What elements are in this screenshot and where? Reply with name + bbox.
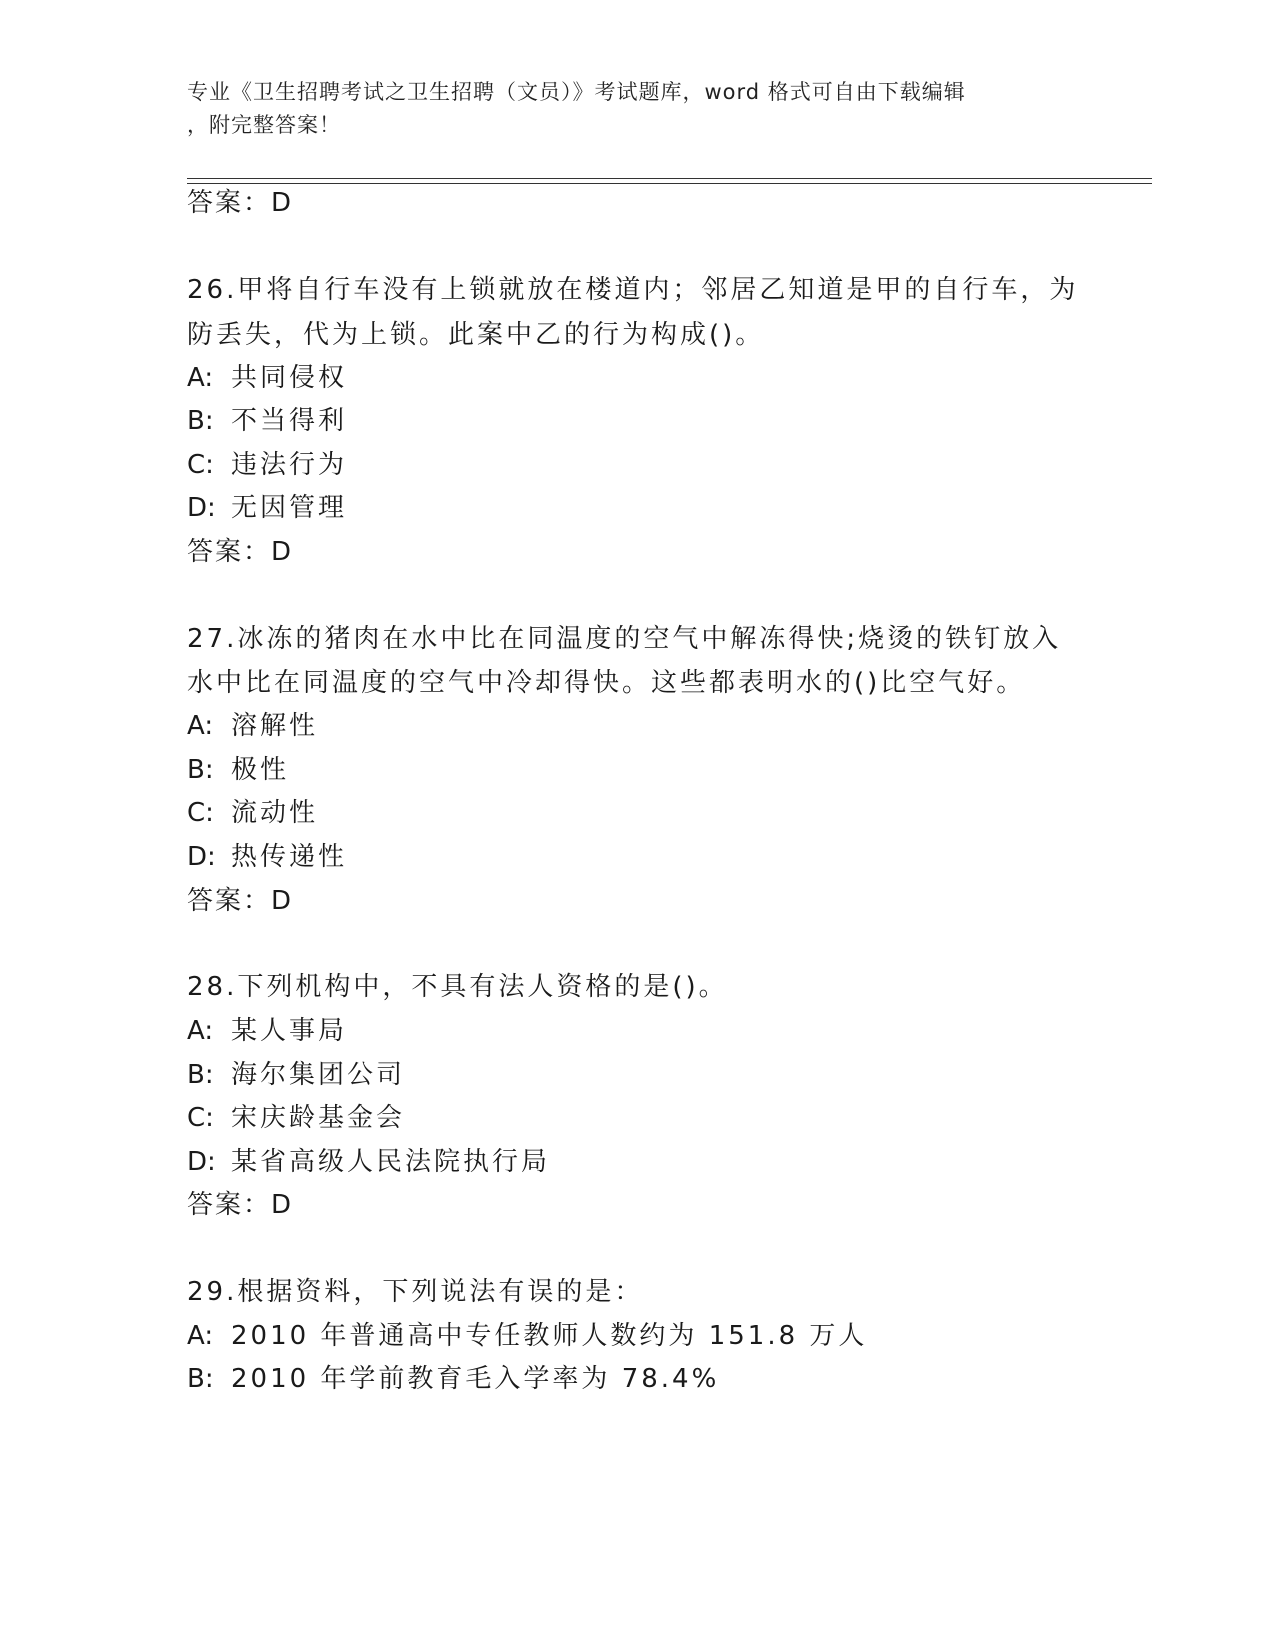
question-27-answer: 答案：D: [187, 886, 294, 916]
question-28-option-b: [187, 1060, 405, 1090]
question-29-stem-line-1: 29.根据资料，下列说法有误的是：: [187, 1277, 644, 1307]
question-27-stem-line-1: 27.冰冻的猪肉在水中比在同温度的空气中解冻得快;烧烫的铁钉放入: [187, 624, 1062, 654]
header-line-2: ，附完整答案！: [187, 113, 341, 137]
option-text: 溶解性: [231, 711, 319, 741]
question-26-stem-line-1: 26.甲将自行车没有上锁就放在楼道内；邻居乙知道是甲的自行车，为: [187, 275, 1079, 305]
option-text: 热传递性: [231, 842, 348, 872]
option-label: C:: [187, 1103, 214, 1133]
option-label: D:: [187, 493, 216, 523]
option-label: B:: [187, 406, 214, 436]
option-label: D:: [187, 1147, 216, 1177]
answer-line: 答案：D: [187, 188, 294, 218]
option-text: 违法行为: [231, 450, 348, 480]
option-label: A:: [187, 1321, 214, 1351]
question-26-option-c: [187, 450, 347, 480]
option-text: 2010 年普通高中专任教师人数约为 151.8 万人: [231, 1321, 868, 1351]
question-26-stem-line-2: 防丢失，代为上锁。此案中乙的行为构成()。: [187, 320, 765, 350]
document-header: [187, 76, 1087, 142]
question-27-option-c: [187, 798, 318, 828]
question-28-option-a: [187, 1016, 347, 1046]
question-29-option-b: [187, 1364, 719, 1394]
option-label: B:: [187, 1060, 214, 1090]
option-label: D:: [187, 842, 216, 872]
option-label: B:: [187, 755, 214, 785]
option-label: C:: [187, 450, 214, 480]
option-text: 极性: [231, 755, 290, 785]
option-label: C:: [187, 798, 214, 828]
option-text: 宋庆龄基金会: [231, 1103, 406, 1133]
option-text: 共同侵权: [231, 363, 348, 393]
question-26-option-d: [187, 493, 347, 523]
question-27-option-d: [187, 842, 347, 872]
question-26-answer: 答案：D: [187, 537, 294, 567]
question-27-stem-line-2: 水中比在同温度的空气中冷却得快。这些都表明水的()比空气好。: [187, 668, 1026, 698]
option-text: 海尔集团公司: [231, 1060, 406, 1090]
question-28-option-d: [187, 1147, 550, 1177]
header-rule-top: [187, 178, 1152, 179]
option-text: 某省高级人民法院执行局: [231, 1147, 551, 1177]
option-label: A:: [187, 1016, 214, 1046]
question-27-option-a: [187, 711, 318, 741]
header-rule-bottom: [187, 183, 1152, 184]
question-29-option-a: [187, 1321, 867, 1351]
question-26-option-a: [187, 363, 347, 393]
option-text: 无因管理: [231, 493, 348, 523]
header-line-1: 专业《卫生招聘考试之卫生招聘（文员）》考试题库，word 格式可自由下载编辑: [187, 80, 966, 104]
question-26-option-b: [187, 406, 347, 436]
option-label: A:: [187, 363, 214, 393]
option-text: 2010 年学前教育毛入学率为 78.4%: [231, 1364, 720, 1394]
option-label: A:: [187, 711, 214, 741]
question-28-stem-line-1: 28.下列机构中，不具有法人资格的是()。: [187, 972, 728, 1002]
option-text: 流动性: [231, 798, 319, 828]
question-28-option-c: [187, 1103, 405, 1133]
option-text: 某人事局: [231, 1016, 348, 1046]
option-label: B:: [187, 1364, 214, 1394]
option-text: 不当得利: [231, 406, 348, 436]
question-28-answer: 答案：D: [187, 1190, 294, 1220]
question-27-option-b: [187, 755, 289, 785]
